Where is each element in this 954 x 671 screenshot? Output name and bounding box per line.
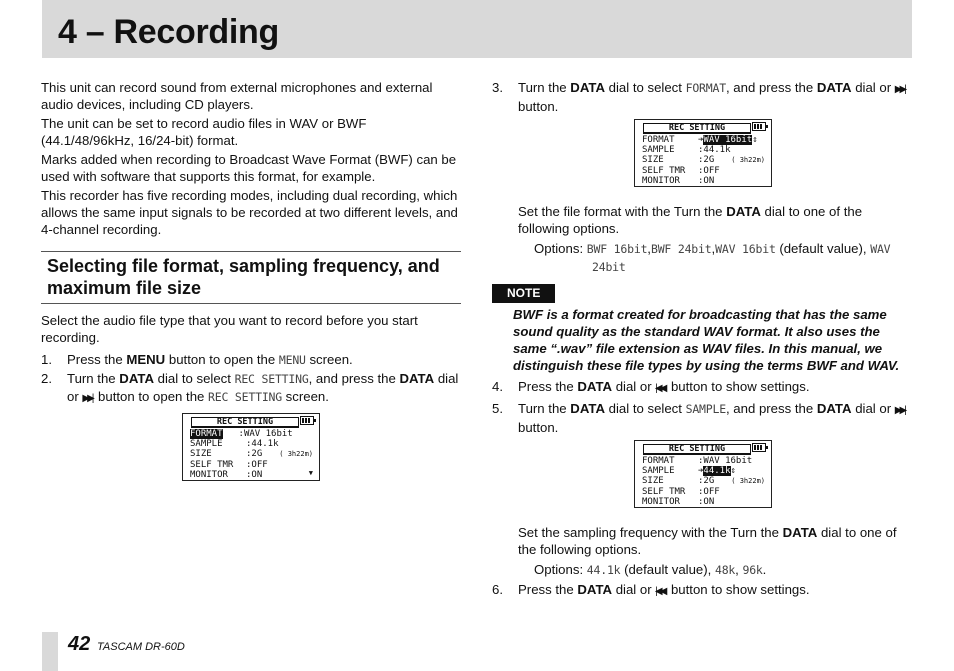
- lcd-screen-format: [634, 119, 772, 187]
- left-column: [41, 79, 461, 481]
- scroll-down-icon: ▼: [308, 468, 313, 477]
- step-4: 4. Press the DATA dial or |◀◀ button to show settings.: [492, 379, 810, 394]
- footer-tab: [42, 632, 58, 671]
- intro-paragraph: This unit can record sound from external microphones and external audio devices, including CD players.: [41, 80, 433, 112]
- lcd-row-self-tmr: SELF TMR :OFF: [642, 165, 720, 176]
- next-skip-icon: ▶▶|: [82, 393, 92, 404]
- previous-skip-icon: |◀◀: [655, 586, 665, 597]
- section-heading-box: [41, 251, 461, 304]
- step-6: 6. Press the DATA dial or |◀◀ button to show settings.: [492, 582, 810, 597]
- footer-model: TASCAM DR-60D: [97, 641, 185, 653]
- arrow-right-icon: ➔: [698, 466, 704, 477]
- format-options: Options: BWF 16bit,BWF 24bit,WAV 16bit (default value), WAV 24bit: [534, 241, 891, 274]
- lcd-row-sample: SAMPLE :44.1k: [190, 439, 279, 450]
- intro-paragraph: This recorder has five recording modes, including dual recording, which allows the same input signals to be recorded at two different levels, and 4-channel recording.: [41, 188, 458, 237]
- battery-icon: [752, 443, 766, 452]
- section-intro: Select the audio file type that you want to record before you start recording.: [41, 313, 418, 345]
- sample-options: Options: 44.1k (default value), 48k, 96k.: [534, 562, 767, 577]
- step-1: 1. Press the MENU button to open the MENU screen.: [41, 352, 353, 367]
- up-down-icon: ⇕: [730, 466, 736, 477]
- next-skip-icon: ▶▶|: [894, 405, 904, 416]
- arrow-right-icon: ➔: [698, 135, 704, 145]
- step-2: 2. Turn the DATA dial to select REC SETTING, and press the DATA dial or ▶▶| button to open the REC SETTING screen.: [41, 371, 459, 404]
- note-text: BWF is a format created for broadcasting that has the same sound quality as the standard WAV format. It also uses the same “.wav” file extension as WAV files. In this manual, we distinguish these file types by using the terms BWF and WAV.: [513, 307, 900, 373]
- step-5: 5. Turn the DATA dial to select SAMPLE, and press the DATA dial or ▶▶| button.: [492, 401, 904, 435]
- lcd-row-format: FORMAT :WAV 16bit: [642, 456, 753, 466]
- lcd-row-monitor: MONITOR :ON: [190, 469, 263, 480]
- section-title: Selecting file format, sampling frequency, and maximum file size: [47, 256, 440, 298]
- lcd-row-sample: SAMPLE ➔44.1k⇕: [642, 466, 736, 477]
- lcd-title: REC SETTING: [643, 444, 751, 455]
- lcd-row-sample: SAMPLE :44.1k: [642, 145, 731, 156]
- lcd-title: REC SETTING: [643, 123, 751, 134]
- lcd-row-format: FORMAT ➔WAV 16bit⇕: [642, 135, 758, 145]
- lcd-row-size: SIZE :2G ( 3h22m): [190, 449, 313, 460]
- page-number: 42: [68, 633, 91, 655]
- lcd-row-self-tmr: SELF TMR :OFF: [190, 459, 268, 470]
- intro-paragraph: Marks added when recording to Broadcast Wave Format (BWF) can be used with software that supports this format, for example.: [41, 152, 457, 184]
- sample-description: Set the sampling frequency with the Turn the DATA dial to one of the following options.: [518, 525, 897, 557]
- format-description: Set the file format with the Turn the DATA dial to one of the following options.: [518, 204, 863, 236]
- chapter-header: [42, 0, 912, 58]
- note-badge: NOTE: [492, 284, 555, 303]
- previous-skip-icon: |◀◀: [655, 383, 665, 394]
- lcd-row-monitor: MONITOR :ON: [642, 175, 715, 186]
- lcd-row-size: SIZE :2G ( 3h22m): [642, 476, 765, 487]
- lcd-screen-sample: [634, 440, 772, 508]
- next-skip-icon: ▶▶|: [894, 84, 904, 95]
- lcd-row-format: FORMAT :WAV 16bit: [190, 429, 293, 439]
- lcd-row-size: SIZE :2G ( 3h22m): [642, 155, 765, 166]
- intro-paragraph: The unit can be set to record audio files in WAV or BWF (44.1/48/96kHz, 16/24-bit) format.: [41, 116, 367, 148]
- battery-icon: [300, 416, 314, 425]
- right-column: [492, 79, 914, 601]
- lcd-title: REC SETTING: [191, 417, 299, 428]
- lcd-row-monitor: MONITOR :ON: [642, 496, 715, 507]
- step-3: 3. Turn the DATA dial to select FORMAT, and press the DATA dial or ▶▶| button.: [492, 80, 904, 114]
- chapter-title: 4 – Recording: [58, 13, 279, 51]
- lcd-screen-rec-setting: [182, 413, 320, 481]
- up-down-icon: ⇕: [752, 135, 758, 145]
- lcd-row-self-tmr: SELF TMR :OFF: [642, 486, 720, 497]
- battery-icon: [752, 122, 766, 131]
